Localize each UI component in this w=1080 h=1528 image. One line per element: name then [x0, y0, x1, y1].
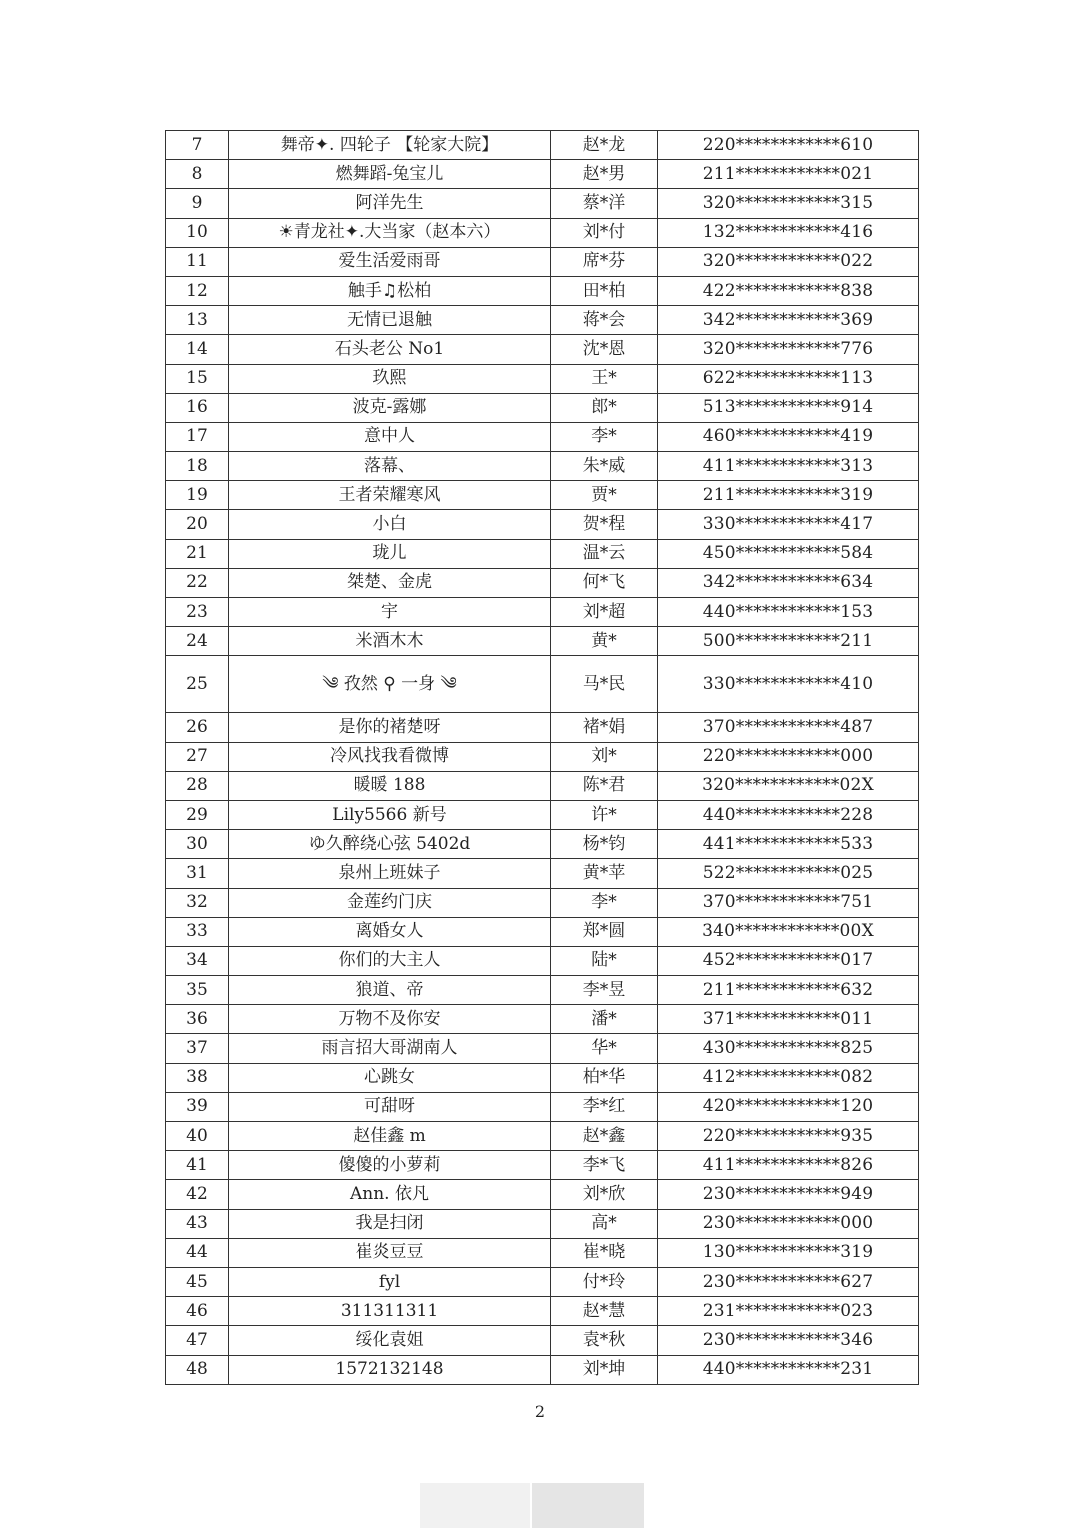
id-number-cell: 440************228	[658, 800, 919, 829]
table-row	[166, 888, 919, 917]
name-cell: 袁*秋	[551, 1326, 658, 1355]
name-cell: 贺*程	[551, 510, 658, 539]
id-number-cell: 220************935	[658, 1122, 919, 1151]
row-number: 46	[166, 1297, 229, 1326]
id-number-cell: 211************021	[658, 160, 919, 189]
table-row	[166, 247, 919, 276]
name-cell: 刘*付	[551, 218, 658, 247]
id-number-cell: 412************082	[658, 1063, 919, 1092]
name-cell: 李*	[551, 888, 658, 917]
nickname-cell: 石头老公 No1	[229, 335, 551, 364]
nickname-cell: 意中人	[229, 422, 551, 451]
row-number: 44	[166, 1238, 229, 1267]
name-cell: 朱*威	[551, 452, 658, 481]
name-cell: 赵*慧	[551, 1297, 658, 1326]
nickname-cell: 宇	[229, 598, 551, 627]
table-row	[166, 1092, 919, 1121]
name-cell: 郎*	[551, 393, 658, 422]
id-number-cell: 411************313	[658, 452, 919, 481]
nickname-cell: 311311311	[229, 1297, 551, 1326]
name-cell: 杨*钧	[551, 830, 658, 859]
table-row	[166, 393, 919, 422]
row-number: 32	[166, 888, 229, 917]
table-row	[166, 335, 919, 364]
nickname-cell: 落幕、	[229, 452, 551, 481]
name-cell: 田*柏	[551, 276, 658, 305]
table-row	[166, 510, 919, 539]
row-number: 8	[166, 160, 229, 189]
row-number: 43	[166, 1209, 229, 1238]
nickname-cell: ༄ 孜然 ⚲ 一身 ༄	[229, 656, 551, 713]
row-number: 24	[166, 627, 229, 656]
row-number: 14	[166, 335, 229, 364]
table-row	[166, 1297, 919, 1326]
id-number-cell: 320************776	[658, 335, 919, 364]
name-cell: 刘*坤	[551, 1355, 658, 1384]
row-number: 40	[166, 1122, 229, 1151]
nickname-cell: 我是扫闭	[229, 1209, 551, 1238]
table-row	[166, 160, 919, 189]
nickname-cell: 小白	[229, 510, 551, 539]
row-number: 11	[166, 247, 229, 276]
name-cell: 黄*苹	[551, 859, 658, 888]
nickname-cell: 燃舞蹈-兔宝儿	[229, 160, 551, 189]
id-number-cell: 430************825	[658, 1034, 919, 1063]
nickname-cell: 米酒木木	[229, 627, 551, 656]
nickname-cell: 暖暖 188	[229, 771, 551, 800]
row-number: 33	[166, 917, 229, 946]
row-number: 17	[166, 422, 229, 451]
page-number: 2	[534, 1402, 546, 1421]
id-number-cell: 522************025	[658, 859, 919, 888]
id-number-cell: 440************153	[658, 598, 919, 627]
nickname-cell: 雨言招大哥湖南人	[229, 1034, 551, 1063]
id-number-cell: 320************02X	[658, 771, 919, 800]
name-cell: 李*昱	[551, 976, 658, 1005]
table-row	[166, 1180, 919, 1209]
nickname-cell: 你们的大主人	[229, 946, 551, 975]
id-number-cell: 370************487	[658, 713, 919, 742]
id-number-cell: 320************022	[658, 247, 919, 276]
row-number: 28	[166, 771, 229, 800]
table-row	[166, 713, 919, 742]
blurred-overlay-left	[420, 1483, 530, 1528]
name-cell: 王*	[551, 364, 658, 393]
id-number-cell: 220************000	[658, 742, 919, 771]
id-number-cell: 370************751	[658, 888, 919, 917]
name-cell: 贾*	[551, 481, 658, 510]
name-cell: 褚*娟	[551, 713, 658, 742]
table-row	[166, 742, 919, 771]
table-row	[166, 1326, 919, 1355]
id-number-cell: 342************369	[658, 306, 919, 335]
name-cell: 郑*圆	[551, 917, 658, 946]
nickname-cell: ☀青龙社✦.大当家（赵本六）	[229, 218, 551, 247]
table-row	[166, 218, 919, 247]
id-number-cell: 422************838	[658, 276, 919, 305]
row-number: 45	[166, 1267, 229, 1296]
nickname-cell: 崔炎豆豆	[229, 1238, 551, 1267]
row-number: 13	[166, 306, 229, 335]
name-cell: 蒋*会	[551, 306, 658, 335]
nickname-cell: 触手♫松柏	[229, 276, 551, 305]
id-number-cell: 340************00X	[658, 917, 919, 946]
row-number: 34	[166, 946, 229, 975]
row-number: 37	[166, 1034, 229, 1063]
row-number: 47	[166, 1326, 229, 1355]
nickname-cell: 是你的褚楚呀	[229, 713, 551, 742]
id-number-cell: 460************419	[658, 422, 919, 451]
row-number: 30	[166, 830, 229, 859]
name-cell: 赵*男	[551, 160, 658, 189]
name-cell: 席*芬	[551, 247, 658, 276]
table-row	[166, 917, 919, 946]
table-row	[166, 946, 919, 975]
row-number: 16	[166, 393, 229, 422]
table-row	[166, 452, 919, 481]
name-cell: 高*	[551, 1209, 658, 1238]
nickname-cell: 傻傻的小萝莉	[229, 1151, 551, 1180]
name-cell: 付*玲	[551, 1267, 658, 1296]
row-number: 15	[166, 364, 229, 393]
name-cell: 赵*鑫	[551, 1122, 658, 1151]
table-row	[166, 1005, 919, 1034]
id-number-cell: 342************634	[658, 568, 919, 597]
id-number-cell: 513************914	[658, 393, 919, 422]
row-number: 19	[166, 481, 229, 510]
nickname-cell: 冷风找我看微博	[229, 742, 551, 771]
name-cell: 黄*	[551, 627, 658, 656]
nickname-cell: 绥化袁姐	[229, 1326, 551, 1355]
name-cell: 潘*	[551, 1005, 658, 1034]
table-row	[166, 1063, 919, 1092]
nickname-cell: 阿洋先生	[229, 189, 551, 218]
name-cell: 马*民	[551, 656, 658, 713]
name-cell: 李*红	[551, 1092, 658, 1121]
table-row	[166, 859, 919, 888]
row-number: 31	[166, 859, 229, 888]
name-cell: 李*飞	[551, 1151, 658, 1180]
table-row	[166, 131, 919, 160]
table-row	[166, 830, 919, 859]
table-row	[166, 1122, 919, 1151]
table-row	[166, 481, 919, 510]
id-number-cell: 441************533	[658, 830, 919, 859]
table-row	[166, 568, 919, 597]
row-number: 23	[166, 598, 229, 627]
nickname-cell: Ann. 依凡	[229, 1180, 551, 1209]
table-row	[166, 598, 919, 627]
table-row	[166, 1209, 919, 1238]
nickname-cell: 离婚女人	[229, 917, 551, 946]
id-number-cell: 211************632	[658, 976, 919, 1005]
id-number-cell: 320************315	[658, 189, 919, 218]
blurred-overlay-right	[532, 1483, 644, 1528]
table-row	[166, 1034, 919, 1063]
row-number: 9	[166, 189, 229, 218]
name-cell: 刘*欣	[551, 1180, 658, 1209]
table-row	[166, 1355, 919, 1384]
nickname-cell: 赵佳鑫 m	[229, 1122, 551, 1151]
table-row	[166, 539, 919, 568]
id-number-cell: 500************211	[658, 627, 919, 656]
row-number: 35	[166, 976, 229, 1005]
id-number-cell: 211************319	[658, 481, 919, 510]
row-number: 26	[166, 713, 229, 742]
nickname-cell: 波克-露娜	[229, 393, 551, 422]
id-number-cell: 450************584	[658, 539, 919, 568]
name-cell: 华*	[551, 1034, 658, 1063]
id-number-cell: 230************000	[658, 1209, 919, 1238]
name-cell: 柏*华	[551, 1063, 658, 1092]
table-row	[166, 976, 919, 1005]
name-cell: 赵*龙	[551, 131, 658, 160]
table-row	[166, 800, 919, 829]
id-number-cell: 622************113	[658, 364, 919, 393]
table-row	[166, 1238, 919, 1267]
nickname-cell: 无情已退触	[229, 306, 551, 335]
nickname-cell: ゆ久醉绕心弦 5402d	[229, 830, 551, 859]
name-cell: 许*	[551, 800, 658, 829]
table-row	[166, 189, 919, 218]
row-number: 42	[166, 1180, 229, 1209]
id-number-cell: 220************610	[658, 131, 919, 160]
nickname-cell: 珑儿	[229, 539, 551, 568]
roster-table-body	[166, 131, 919, 1385]
name-cell: 蔡*洋	[551, 189, 658, 218]
id-number-cell: 130************319	[658, 1238, 919, 1267]
table-row	[166, 276, 919, 305]
nickname-cell: 1572132148	[229, 1355, 551, 1384]
id-number-cell: 330************410	[658, 656, 919, 713]
id-number-cell: 371************011	[658, 1005, 919, 1034]
row-number: 25	[166, 656, 229, 713]
id-number-cell: 440************231	[658, 1355, 919, 1384]
table-row	[166, 1267, 919, 1296]
nickname-cell: 泉州上班妹子	[229, 859, 551, 888]
name-cell: 崔*晓	[551, 1238, 658, 1267]
row-number: 12	[166, 276, 229, 305]
row-number: 20	[166, 510, 229, 539]
nickname-cell: 万物不及你安	[229, 1005, 551, 1034]
nickname-cell: fyl	[229, 1267, 551, 1296]
row-number: 41	[166, 1151, 229, 1180]
name-cell: 陈*君	[551, 771, 658, 800]
name-cell: 沈*恩	[551, 335, 658, 364]
row-number: 21	[166, 539, 229, 568]
table-row	[166, 1151, 919, 1180]
nickname-cell: 王者荣耀寒风	[229, 481, 551, 510]
nickname-cell: 心跳女	[229, 1063, 551, 1092]
nickname-cell: 金莲约门庆	[229, 888, 551, 917]
name-cell: 李*	[551, 422, 658, 451]
id-number-cell: 452************017	[658, 946, 919, 975]
table-row	[166, 656, 919, 713]
table-row	[166, 364, 919, 393]
row-number: 22	[166, 568, 229, 597]
table-row	[166, 306, 919, 335]
nickname-cell: 玖熙	[229, 364, 551, 393]
row-number: 18	[166, 452, 229, 481]
id-number-cell: 230************627	[658, 1267, 919, 1296]
id-number-cell: 411************826	[658, 1151, 919, 1180]
row-number: 38	[166, 1063, 229, 1092]
id-number-cell: 230************346	[658, 1326, 919, 1355]
table-row	[166, 771, 919, 800]
id-number-cell: 231************023	[658, 1297, 919, 1326]
row-number: 7	[166, 131, 229, 160]
nickname-cell: 狼道、帝	[229, 976, 551, 1005]
nickname-cell: 舞帝✦. 四轮子 【轮家大院】	[229, 131, 551, 160]
table-row	[166, 627, 919, 656]
nickname-cell: Lily5566 新号	[229, 800, 551, 829]
name-cell: 刘*超	[551, 598, 658, 627]
row-number: 36	[166, 1005, 229, 1034]
id-number-cell: 132************416	[658, 218, 919, 247]
name-cell: 何*飞	[551, 568, 658, 597]
row-number: 29	[166, 800, 229, 829]
table-row	[166, 422, 919, 451]
row-number: 39	[166, 1092, 229, 1121]
roster-table	[165, 130, 919, 1385]
name-cell: 陆*	[551, 946, 658, 975]
row-number: 27	[166, 742, 229, 771]
id-number-cell: 330************417	[658, 510, 919, 539]
nickname-cell: 可甜呀	[229, 1092, 551, 1121]
nickname-cell: 爱生活爱雨哥	[229, 247, 551, 276]
row-number: 10	[166, 218, 229, 247]
name-cell: 刘*	[551, 742, 658, 771]
row-number: 48	[166, 1355, 229, 1384]
nickname-cell: 桀楚、金虎	[229, 568, 551, 597]
name-cell: 温*云	[551, 539, 658, 568]
id-number-cell: 230************949	[658, 1180, 919, 1209]
id-number-cell: 420************120	[658, 1092, 919, 1121]
